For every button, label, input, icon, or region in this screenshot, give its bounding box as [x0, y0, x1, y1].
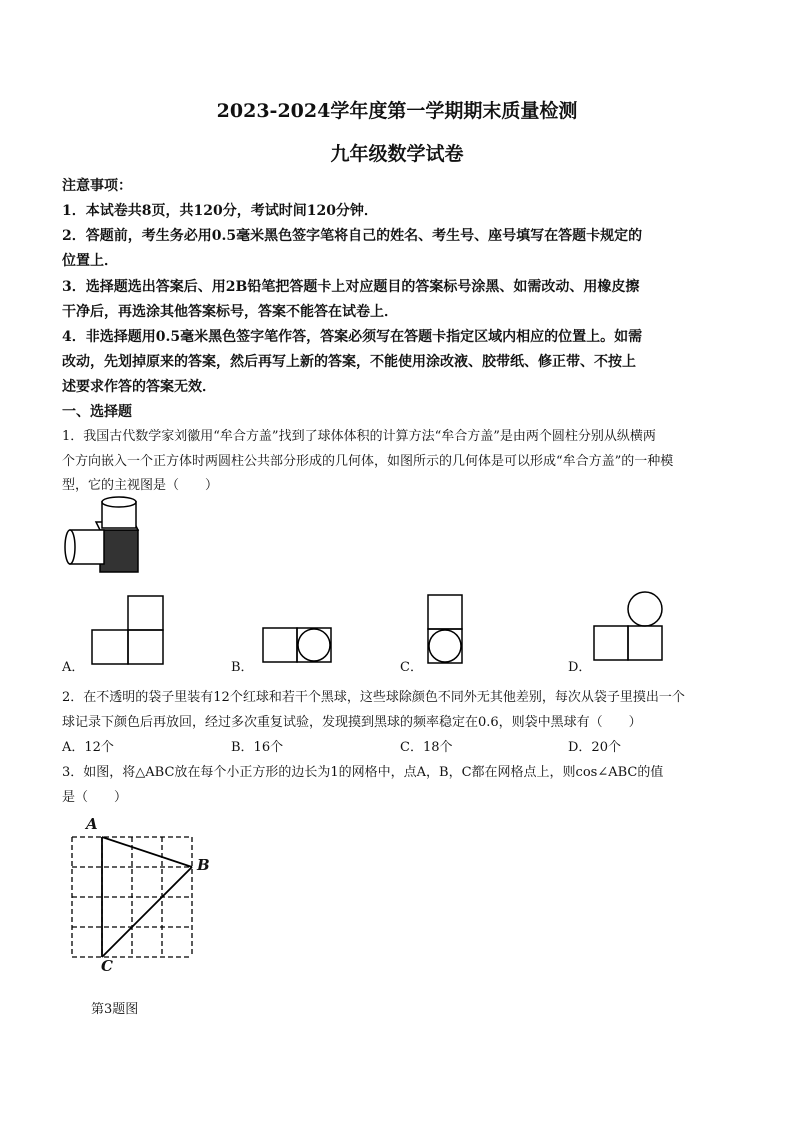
q3-point-c-label: C [101, 957, 113, 975]
notice-line-7: 改动，先划掉原来的答案，然后再写上新的答案，不能使用涂改液、胶带纸、修正带、不按上 [62, 354, 636, 370]
q1-line-2: 个方向嵌入一个正方体时两圆柱公共部分形成的几何体，如图所示的几何体是可以形成“牟合方盖”的一种模 [62, 454, 674, 469]
q2-option-b: B．16个 [231, 740, 284, 755]
q1-option-d-label: D． [568, 660, 592, 675]
q3-point-b-label: B [197, 856, 210, 874]
q2-line-1: 2．在不透明的袋子里装有12个红球和若干个黑球，这些球除颜色不同外无其他差别，每次从袋子里摸出一个 [62, 690, 685, 705]
q1-option-b-label: B． [231, 660, 254, 675]
section-heading: 一、选择题 [62, 404, 132, 420]
q3-grid-figure [60, 815, 220, 980]
q1-line-3: 型，它的主视图是（ ） [62, 478, 219, 493]
q1-option-a-figure [90, 594, 166, 666]
q2-option-d: D．20个 [568, 740, 621, 755]
q3-line-1: 3．如图，将△ABC放在每个小正方形的边长为1的网格中，点A，B，C都在网格点上，则cos∠ABC的值 [62, 765, 664, 780]
exam-title: 2023-2024学年度第一学期期末质量检测 [216, 100, 578, 122]
q2-option-c: C．18个 [400, 740, 453, 755]
q1-option-b-figure [262, 627, 334, 665]
notice-line-3: 位置上． [62, 253, 118, 269]
notice-heading: 注意事项： [62, 178, 132, 194]
exam-subtitle: 九年级数学试卷 [330, 143, 464, 165]
q3-point-a-label: A [86, 815, 98, 833]
q2-line-2: 球记录下颜色后再放回，经过多次重复试验，发现摸到黑球的频率稳定在0.6，则袋中黑球有（ ） [62, 715, 642, 730]
notice-line-2: 2．答题前，考生务必用0.5毫米黑色签字笔将自己的姓名、考生号、座号填写在答题卡规定的 [62, 228, 643, 244]
q2-option-a: A．12个 [62, 740, 114, 755]
notice-line-8: 述要求作答的答案无效． [62, 379, 216, 395]
q1-line-1: 1．我国古代数学家刘徽用“牟合方盖”找到了球体体积的计算方法“牟合方盖”是由两个圆柱分别从纵横两 [62, 429, 656, 444]
notice-line-4: 3．选择题选出答案后、用2B铅笔把答题卡上对应题目的答案标号涂黑、如需改动、用橡皮擦 [62, 279, 640, 295]
q3-line-2: 是（ ） [62, 790, 128, 805]
notice-line-5: 干净后，再选涂其他答案标号，答案不能答在试卷上． [62, 304, 398, 320]
q1-solid-figure [62, 496, 142, 576]
q1-option-c-figure [427, 594, 465, 666]
notice-line-1: 1．本试卷共8页，共120分，考试时间120分钟． [62, 203, 378, 219]
q1-option-a-label: A． [62, 660, 85, 675]
q1-option-c-label: C． [400, 660, 423, 675]
q1-option-d-figure [593, 590, 667, 666]
q3-caption: 第3题图 [91, 1002, 139, 1017]
notice-line-6: 4．非选择题用0.5毫米黑色签字笔作答，答案必须写在答题卡指定区域内相应的位置上。如需 [62, 329, 643, 345]
